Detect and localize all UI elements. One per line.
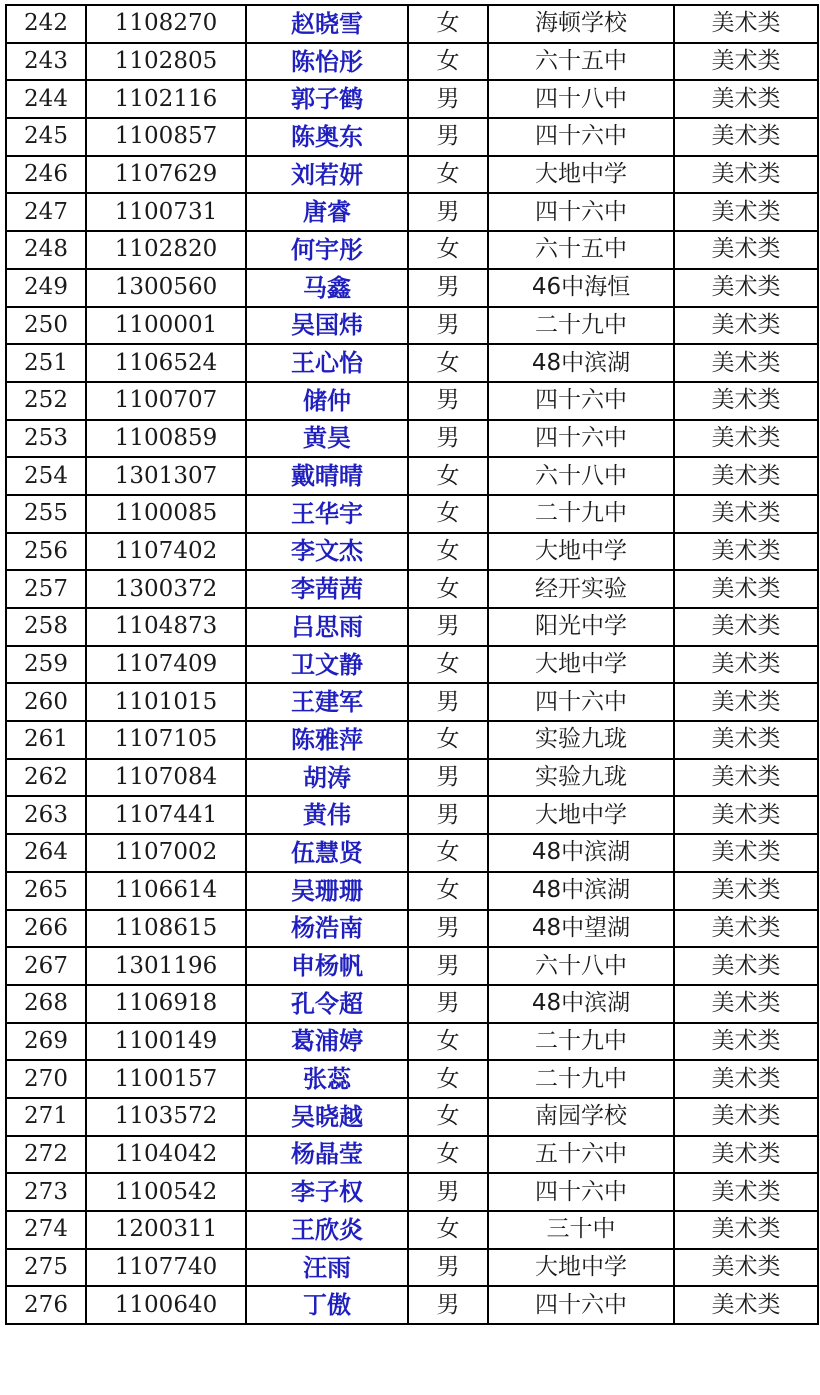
student-name-cell: 汪雨 xyxy=(246,1249,408,1287)
category-cell: 美术类 xyxy=(674,1136,818,1174)
category-cell: 美术类 xyxy=(674,1249,818,1287)
student-id-cell: 1102805 xyxy=(86,43,246,81)
student-id-cell: 1107402 xyxy=(86,533,246,571)
student-id-cell: 1107740 xyxy=(86,1249,246,1287)
school-cell: 四十六中 xyxy=(488,118,674,156)
student-id-cell: 1101015 xyxy=(86,683,246,721)
student-name-cell: 丁傲 xyxy=(246,1286,408,1324)
student-name-cell: 赵晓雪 xyxy=(246,5,408,43)
gender-cell: 女 xyxy=(408,646,488,684)
student-name-cell: 黄伟 xyxy=(246,796,408,834)
school-cell: 四十六中 xyxy=(488,193,674,231)
gender-cell: 女 xyxy=(408,1211,488,1249)
table-row xyxy=(6,1136,818,1174)
school-cell: 大地中学 xyxy=(488,533,674,571)
student-id-cell: 1100001 xyxy=(86,307,246,345)
serial-number-cell: 270 xyxy=(6,1060,86,1098)
serial-number-cell: 249 xyxy=(6,269,86,307)
table-row xyxy=(6,570,818,608)
student-id-cell: 1106524 xyxy=(86,344,246,382)
student-name-cell: 王建军 xyxy=(246,683,408,721)
gender-cell: 女 xyxy=(408,156,488,194)
category-cell: 美术类 xyxy=(674,118,818,156)
student-id-cell: 1107409 xyxy=(86,646,246,684)
student-id-cell: 1100707 xyxy=(86,382,246,420)
school-cell: 六十五中 xyxy=(488,231,674,269)
table-row xyxy=(6,683,818,721)
table-row xyxy=(6,420,818,458)
table-row xyxy=(6,269,818,307)
student-id-cell: 1104042 xyxy=(86,1136,246,1174)
serial-number-cell: 248 xyxy=(6,231,86,269)
student-name-cell: 胡涛 xyxy=(246,759,408,797)
gender-cell: 男 xyxy=(408,1173,488,1211)
table-row xyxy=(6,495,818,533)
serial-number-cell: 244 xyxy=(6,80,86,118)
student-id-cell: 1100542 xyxy=(86,1173,246,1211)
table-row xyxy=(6,231,818,269)
category-cell: 美术类 xyxy=(674,43,818,81)
school-cell: 四十八中 xyxy=(488,80,674,118)
serial-number-cell: 261 xyxy=(6,721,86,759)
student-id-cell: 1100859 xyxy=(86,420,246,458)
school-cell: 大地中学 xyxy=(488,646,674,684)
category-cell: 美术类 xyxy=(674,608,818,646)
student-id-cell: 1108615 xyxy=(86,910,246,948)
school-cell: 四十六中 xyxy=(488,420,674,458)
student-id-cell: 1104873 xyxy=(86,608,246,646)
serial-number-cell: 242 xyxy=(6,5,86,43)
serial-number-cell: 271 xyxy=(6,1098,86,1136)
student-name-cell: 马鑫 xyxy=(246,269,408,307)
student-name-cell: 郭子鹤 xyxy=(246,80,408,118)
table-row xyxy=(6,80,818,118)
category-cell: 美术类 xyxy=(674,231,818,269)
student-name-cell: 李文杰 xyxy=(246,533,408,571)
table-row xyxy=(6,646,818,684)
table-row xyxy=(6,608,818,646)
student-name-cell: 杨晶莹 xyxy=(246,1136,408,1174)
student-name-cell: 王华宇 xyxy=(246,495,408,533)
student-name-cell: 孔令超 xyxy=(246,985,408,1023)
serial-number-cell: 257 xyxy=(6,570,86,608)
school-cell: 南园学校 xyxy=(488,1098,674,1136)
category-cell: 美术类 xyxy=(674,759,818,797)
student-name-cell: 吕思雨 xyxy=(246,608,408,646)
category-cell: 美术类 xyxy=(674,1211,818,1249)
gender-cell: 女 xyxy=(408,1060,488,1098)
student-id-cell: 1106614 xyxy=(86,872,246,910)
table-row xyxy=(6,1060,818,1098)
category-cell: 美术类 xyxy=(674,420,818,458)
table-row xyxy=(6,1211,818,1249)
student-name-cell: 李茜茜 xyxy=(246,570,408,608)
category-cell: 美术类 xyxy=(674,533,818,571)
school-cell: 二十九中 xyxy=(488,495,674,533)
student-id-cell: 1106918 xyxy=(86,985,246,1023)
category-cell: 美术类 xyxy=(674,495,818,533)
student-name-cell: 葛浦婷 xyxy=(246,1023,408,1061)
student-name-cell: 黄昊 xyxy=(246,420,408,458)
serial-number-cell: 267 xyxy=(6,947,86,985)
student-name-cell: 吴国炜 xyxy=(246,307,408,345)
category-cell: 美术类 xyxy=(674,796,818,834)
gender-cell: 女 xyxy=(408,721,488,759)
category-cell: 美术类 xyxy=(674,307,818,345)
category-cell: 美术类 xyxy=(674,570,818,608)
student-name-cell: 伍慧贤 xyxy=(246,834,408,872)
gender-cell: 男 xyxy=(408,1286,488,1324)
category-cell: 美术类 xyxy=(674,382,818,420)
serial-number-cell: 243 xyxy=(6,43,86,81)
table-row xyxy=(6,872,818,910)
gender-cell: 男 xyxy=(408,683,488,721)
student-id-cell: 1200311 xyxy=(86,1211,246,1249)
school-cell: 六十八中 xyxy=(488,947,674,985)
table-row xyxy=(6,985,818,1023)
school-cell: 48中滨湖 xyxy=(488,872,674,910)
serial-number-cell: 275 xyxy=(6,1249,86,1287)
student-id-cell: 1100857 xyxy=(86,118,246,156)
gender-cell: 男 xyxy=(408,118,488,156)
serial-number-cell: 268 xyxy=(6,985,86,1023)
gender-cell: 女 xyxy=(408,43,488,81)
table-row xyxy=(6,834,818,872)
gender-cell: 男 xyxy=(408,985,488,1023)
serial-number-cell: 274 xyxy=(6,1211,86,1249)
student-name-cell: 王欣炎 xyxy=(246,1211,408,1249)
table-row xyxy=(6,1098,818,1136)
table-row xyxy=(6,344,818,382)
serial-number-cell: 265 xyxy=(6,872,86,910)
serial-number-cell: 272 xyxy=(6,1136,86,1174)
school-cell: 二十九中 xyxy=(488,307,674,345)
gender-cell: 女 xyxy=(408,344,488,382)
student-id-cell: 1107105 xyxy=(86,721,246,759)
school-cell: 四十六中 xyxy=(488,683,674,721)
category-cell: 美术类 xyxy=(674,1098,818,1136)
student-id-cell: 1102116 xyxy=(86,80,246,118)
gender-cell: 女 xyxy=(408,570,488,608)
serial-number-cell: 264 xyxy=(6,834,86,872)
student-id-cell: 1300560 xyxy=(86,269,246,307)
school-cell: 六十五中 xyxy=(488,43,674,81)
student-id-cell: 1107002 xyxy=(86,834,246,872)
student-id-cell: 1108270 xyxy=(86,5,246,43)
gender-cell: 男 xyxy=(408,608,488,646)
serial-number-cell: 260 xyxy=(6,683,86,721)
serial-number-cell: 252 xyxy=(6,382,86,420)
school-cell: 阳光中学 xyxy=(488,608,674,646)
gender-cell: 男 xyxy=(408,193,488,231)
category-cell: 美术类 xyxy=(674,5,818,43)
school-cell: 经开实验 xyxy=(488,570,674,608)
category-cell: 美术类 xyxy=(674,947,818,985)
gender-cell: 女 xyxy=(408,872,488,910)
category-cell: 美术类 xyxy=(674,80,818,118)
gender-cell: 男 xyxy=(408,910,488,948)
table-body xyxy=(6,5,818,1324)
school-cell: 海顿学校 xyxy=(488,5,674,43)
student-id-cell: 1100157 xyxy=(86,1060,246,1098)
table-row xyxy=(6,5,818,43)
table-row xyxy=(6,307,818,345)
serial-number-cell: 266 xyxy=(6,910,86,948)
student-id-cell: 1102820 xyxy=(86,231,246,269)
table-row xyxy=(6,118,818,156)
student-list-table xyxy=(5,4,819,1325)
student-id-cell: 1100149 xyxy=(86,1023,246,1061)
serial-number-cell: 245 xyxy=(6,118,86,156)
serial-number-cell: 273 xyxy=(6,1173,86,1211)
table-row xyxy=(6,759,818,797)
category-cell: 美术类 xyxy=(674,269,818,307)
category-cell: 美术类 xyxy=(674,985,818,1023)
school-cell: 五十六中 xyxy=(488,1136,674,1174)
gender-cell: 男 xyxy=(408,796,488,834)
student-name-cell: 杨浩南 xyxy=(246,910,408,948)
student-id-cell: 1100731 xyxy=(86,193,246,231)
gender-cell: 女 xyxy=(408,231,488,269)
table-row xyxy=(6,156,818,194)
student-name-cell: 申杨帆 xyxy=(246,947,408,985)
category-cell: 美术类 xyxy=(674,1023,818,1061)
gender-cell: 男 xyxy=(408,80,488,118)
school-cell: 48中滨湖 xyxy=(488,344,674,382)
gender-cell: 女 xyxy=(408,1098,488,1136)
serial-number-cell: 254 xyxy=(6,457,86,495)
serial-number-cell: 253 xyxy=(6,420,86,458)
table-row xyxy=(6,1286,818,1324)
table-row xyxy=(6,1023,818,1061)
school-cell: 四十六中 xyxy=(488,1286,674,1324)
table-row xyxy=(6,947,818,985)
school-cell: 二十九中 xyxy=(488,1023,674,1061)
school-cell: 四十六中 xyxy=(488,382,674,420)
table-row xyxy=(6,382,818,420)
category-cell: 美术类 xyxy=(674,646,818,684)
gender-cell: 女 xyxy=(408,457,488,495)
gender-cell: 男 xyxy=(408,1249,488,1287)
student-id-cell: 1100640 xyxy=(86,1286,246,1324)
gender-cell: 女 xyxy=(408,533,488,571)
gender-cell: 女 xyxy=(408,495,488,533)
student-id-cell: 1107441 xyxy=(86,796,246,834)
category-cell: 美术类 xyxy=(674,683,818,721)
category-cell: 美术类 xyxy=(674,344,818,382)
table-row xyxy=(6,910,818,948)
student-name-cell: 唐睿 xyxy=(246,193,408,231)
school-cell: 大地中学 xyxy=(488,156,674,194)
gender-cell: 男 xyxy=(408,382,488,420)
gender-cell: 女 xyxy=(408,834,488,872)
category-cell: 美术类 xyxy=(674,457,818,495)
student-id-cell: 1103572 xyxy=(86,1098,246,1136)
table-row xyxy=(6,457,818,495)
student-name-cell: 何宇彤 xyxy=(246,231,408,269)
school-cell: 实验九珑 xyxy=(488,721,674,759)
serial-number-cell: 250 xyxy=(6,307,86,345)
category-cell: 美术类 xyxy=(674,193,818,231)
student-name-cell: 刘若妍 xyxy=(246,156,408,194)
serial-number-cell: 256 xyxy=(6,533,86,571)
student-name-cell: 陈雅萍 xyxy=(246,721,408,759)
school-cell: 48中滨湖 xyxy=(488,985,674,1023)
student-id-cell: 1107629 xyxy=(86,156,246,194)
school-cell: 大地中学 xyxy=(488,1249,674,1287)
student-name-cell: 王心怡 xyxy=(246,344,408,382)
table-row xyxy=(6,193,818,231)
gender-cell: 女 xyxy=(408,1023,488,1061)
student-name-cell: 卫文静 xyxy=(246,646,408,684)
student-name-cell: 李子权 xyxy=(246,1173,408,1211)
school-cell: 实验九珑 xyxy=(488,759,674,797)
school-cell: 六十八中 xyxy=(488,457,674,495)
category-cell: 美术类 xyxy=(674,1060,818,1098)
student-name-cell: 张蕊 xyxy=(246,1060,408,1098)
serial-number-cell: 262 xyxy=(6,759,86,797)
school-cell: 四十六中 xyxy=(488,1173,674,1211)
student-id-cell: 1301196 xyxy=(86,947,246,985)
serial-number-cell: 276 xyxy=(6,1286,86,1324)
category-cell: 美术类 xyxy=(674,1173,818,1211)
serial-number-cell: 247 xyxy=(6,193,86,231)
school-cell: 46中海恒 xyxy=(488,269,674,307)
category-cell: 美术类 xyxy=(674,872,818,910)
gender-cell: 男 xyxy=(408,269,488,307)
school-cell: 48中望湖 xyxy=(488,910,674,948)
serial-number-cell: 263 xyxy=(6,796,86,834)
student-name-cell: 戴晴晴 xyxy=(246,457,408,495)
table-row xyxy=(6,1173,818,1211)
serial-number-cell: 246 xyxy=(6,156,86,194)
gender-cell: 男 xyxy=(408,420,488,458)
student-id-cell: 1300372 xyxy=(86,570,246,608)
student-name-cell: 陈奥东 xyxy=(246,118,408,156)
table-row xyxy=(6,533,818,571)
gender-cell: 女 xyxy=(408,1136,488,1174)
student-id-cell: 1107084 xyxy=(86,759,246,797)
serial-number-cell: 259 xyxy=(6,646,86,684)
table-row xyxy=(6,721,818,759)
school-cell: 48中滨湖 xyxy=(488,834,674,872)
student-id-cell: 1301307 xyxy=(86,457,246,495)
serial-number-cell: 255 xyxy=(6,495,86,533)
school-cell: 大地中学 xyxy=(488,796,674,834)
serial-number-cell: 258 xyxy=(6,608,86,646)
category-cell: 美术类 xyxy=(674,1286,818,1324)
category-cell: 美术类 xyxy=(674,910,818,948)
gender-cell: 男 xyxy=(408,947,488,985)
category-cell: 美术类 xyxy=(674,156,818,194)
student-name-cell: 陈怡彤 xyxy=(246,43,408,81)
serial-number-cell: 251 xyxy=(6,344,86,382)
school-cell: 三十中 xyxy=(488,1211,674,1249)
serial-number-cell: 269 xyxy=(6,1023,86,1061)
gender-cell: 男 xyxy=(408,759,488,797)
table-row xyxy=(6,796,818,834)
gender-cell: 男 xyxy=(408,307,488,345)
category-cell: 美术类 xyxy=(674,721,818,759)
school-cell: 二十九中 xyxy=(488,1060,674,1098)
gender-cell: 女 xyxy=(408,5,488,43)
student-name-cell: 吴珊珊 xyxy=(246,872,408,910)
student-id-cell: 1100085 xyxy=(86,495,246,533)
student-name-cell: 储仲 xyxy=(246,382,408,420)
student-name-cell: 吴晓越 xyxy=(246,1098,408,1136)
table-row xyxy=(6,43,818,81)
table-row xyxy=(6,1249,818,1287)
category-cell: 美术类 xyxy=(674,834,818,872)
